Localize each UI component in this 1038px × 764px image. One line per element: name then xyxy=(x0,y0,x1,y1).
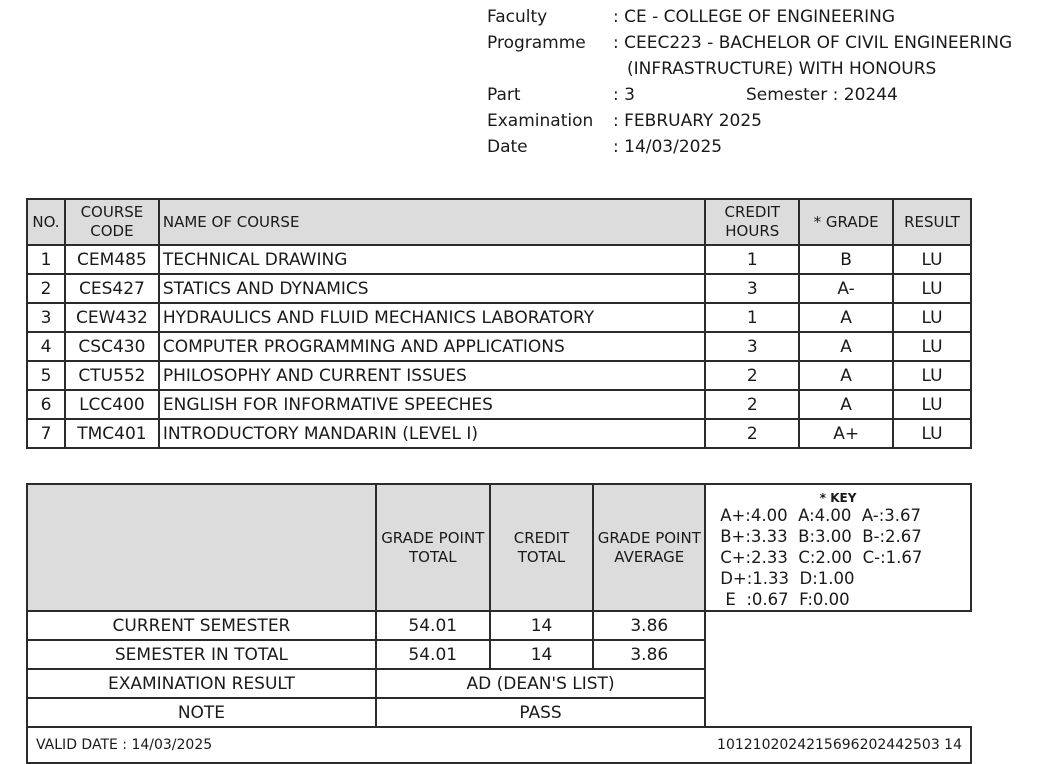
note-value: PASS xyxy=(376,698,705,727)
grade-key-row: E :0.67 F:0.00 xyxy=(720,590,850,609)
header-ct-line2: TOTAL xyxy=(517,547,566,566)
semester-value: Semester : 20244 xyxy=(746,85,898,105)
row-result: LU xyxy=(893,303,971,332)
header-gpt-line2: TOTAL xyxy=(408,547,457,566)
examination-row xyxy=(487,108,1012,134)
date-row xyxy=(487,134,1012,160)
current-semester-credit: 14 xyxy=(490,611,594,640)
row-credit: 3 xyxy=(705,332,799,361)
row-course-code: LCC400 xyxy=(65,390,159,419)
part-value: : 3 xyxy=(613,85,635,105)
row-credit: 2 xyxy=(705,390,799,419)
programme-label: Programme xyxy=(487,33,586,53)
semester-total-gpa: 3.86 xyxy=(593,640,705,669)
current-semester-gpt: 54.01 xyxy=(376,611,490,640)
row-grade: A xyxy=(799,303,893,332)
row-result: LU xyxy=(893,419,971,448)
courses-table xyxy=(26,198,972,449)
examination-label: Examination xyxy=(487,111,594,131)
row-grade: A+ xyxy=(799,419,893,448)
current-semester-row xyxy=(27,611,971,640)
footer-row xyxy=(27,727,971,763)
header-gpt-line1: GRADE POINT xyxy=(381,528,485,547)
table-row xyxy=(27,390,971,419)
row-no: 5 xyxy=(27,361,65,390)
current-semester-gpa: 3.86 xyxy=(593,611,705,640)
row-credit: 1 xyxy=(705,245,799,274)
grade-key-title: * KEY xyxy=(819,491,857,505)
part-row xyxy=(487,82,1012,108)
row-credit: 2 xyxy=(705,419,799,448)
row-no: 4 xyxy=(27,332,65,361)
row-grade: B xyxy=(799,245,893,274)
grade-key-row: A+:4.00 A:4.00 A-:3.67 xyxy=(720,506,922,525)
row-course-code: CTU552 xyxy=(65,361,159,390)
header-course-code-line2: CODE xyxy=(90,222,134,240)
row-result: LU xyxy=(893,274,971,303)
row-no: 3 xyxy=(27,303,65,332)
row-result: LU xyxy=(893,390,971,419)
row-no: 6 xyxy=(27,390,65,419)
header-grade: * GRADE xyxy=(799,199,893,245)
header-course-name: NAME OF COURSE xyxy=(159,199,705,245)
header-credit-total xyxy=(490,484,594,611)
programme-value xyxy=(613,30,1012,82)
grade-key-row: D+:1.33 D:1.00 xyxy=(720,569,855,588)
faculty-row xyxy=(487,4,1012,30)
courses-header-row xyxy=(27,199,971,245)
date-label: Date xyxy=(487,137,528,157)
row-course-name: TECHNICAL DRAWING xyxy=(159,245,705,274)
part-label: Part xyxy=(487,85,521,105)
summary-header-blank xyxy=(27,484,376,611)
header-gpa-line2: AVERAGE xyxy=(614,547,685,566)
row-course-code: CSC430 xyxy=(65,332,159,361)
table-row xyxy=(27,361,971,390)
faculty-label: Faculty xyxy=(487,7,548,27)
note-row xyxy=(27,698,971,727)
table-row xyxy=(27,332,971,361)
row-grade: A xyxy=(799,332,893,361)
footer-cell xyxy=(27,727,971,763)
row-course-name: STATICS AND DYNAMICS xyxy=(159,274,705,303)
exam-result-row xyxy=(27,669,971,698)
header-ct-line1: CREDIT xyxy=(513,528,570,547)
header-no: NO. xyxy=(27,199,65,245)
semester-total-credit: 14 xyxy=(490,640,594,669)
row-course-code: CEM485 xyxy=(65,245,159,274)
row-credit: 1 xyxy=(705,303,799,332)
exam-result-label: EXAMINATION RESULT xyxy=(27,669,376,698)
table-row xyxy=(27,274,971,303)
row-grade: A- xyxy=(799,274,893,303)
programme-value-line2: (INFRASTRUCTURE) WITH HONOURS xyxy=(627,59,937,79)
date-value: : 14/03/2025 xyxy=(613,137,723,157)
table-row xyxy=(27,303,971,332)
programme-row xyxy=(487,30,1012,82)
valid-date: VALID DATE : 14/03/2025 xyxy=(36,737,213,753)
summary-header-row xyxy=(27,484,971,611)
row-grade: A xyxy=(799,361,893,390)
summary-table xyxy=(26,483,972,764)
row-course-name: HYDRAULICS AND FLUID MECHANICS LABORATORY xyxy=(159,303,705,332)
row-course-name: INTRODUCTORY MANDARIN (LEVEL I) xyxy=(159,419,705,448)
current-semester-label: CURRENT SEMESTER xyxy=(27,611,376,640)
table-row xyxy=(27,245,971,274)
grade-key-row: B+:3.33 B:3.00 B-:2.67 xyxy=(720,527,922,546)
row-result: LU xyxy=(893,245,971,274)
semester-total-row xyxy=(27,640,971,669)
row-course-code: CEW432 xyxy=(65,303,159,332)
row-result: LU xyxy=(893,361,971,390)
examination-value: : FEBRUARY 2025 xyxy=(613,111,762,131)
exam-info-block xyxy=(487,4,1012,160)
semester-total-gpt: 54.01 xyxy=(376,640,490,669)
row-result: LU xyxy=(893,332,971,361)
grade-key-row: C+:2.33 C:2.00 C-:1.67 xyxy=(720,548,923,567)
programme-value-line1: : CEEC223 - BACHELOR OF CIVIL ENGINEERING xyxy=(613,33,1013,53)
exam-result-value: AD (DEAN'S LIST) xyxy=(376,669,705,698)
row-course-name: COMPUTER PROGRAMMING AND APPLICATIONS xyxy=(159,332,705,361)
row-course-name: ENGLISH FOR INFORMATIVE SPEECHES xyxy=(159,390,705,419)
header-credit-hours-line1: CREDIT xyxy=(724,203,781,221)
note-label: NOTE xyxy=(27,698,376,727)
row-grade: A xyxy=(799,390,893,419)
header-credit-hours xyxy=(705,199,799,245)
header-grade-point-total xyxy=(376,484,490,611)
header-grade-point-average xyxy=(593,484,705,611)
row-no: 7 xyxy=(27,419,65,448)
row-course-code: TMC401 xyxy=(65,419,159,448)
row-credit: 2 xyxy=(705,361,799,390)
header-gpa-line1: GRADE POINT xyxy=(597,528,701,547)
row-no: 1 xyxy=(27,245,65,274)
faculty-value: : CE - COLLEGE OF ENGINEERING xyxy=(613,7,896,27)
footer-inner xyxy=(36,737,962,753)
row-course-code: CES427 xyxy=(65,274,159,303)
row-course-name: PHILOSOPHY AND CURRENT ISSUES xyxy=(159,361,705,390)
header-result: RESULT xyxy=(893,199,971,245)
row-credit: 3 xyxy=(705,274,799,303)
reference-number: 1012102024215696202442503 14 xyxy=(717,737,962,753)
header-course-code-line1: COURSE xyxy=(80,203,144,221)
grade-key xyxy=(705,484,971,611)
row-no: 2 xyxy=(27,274,65,303)
table-row xyxy=(27,419,971,448)
semester-total-label: SEMESTER IN TOTAL xyxy=(27,640,376,669)
header-course-code xyxy=(65,199,159,245)
header-credit-hours-line2: HOURS xyxy=(725,222,780,240)
